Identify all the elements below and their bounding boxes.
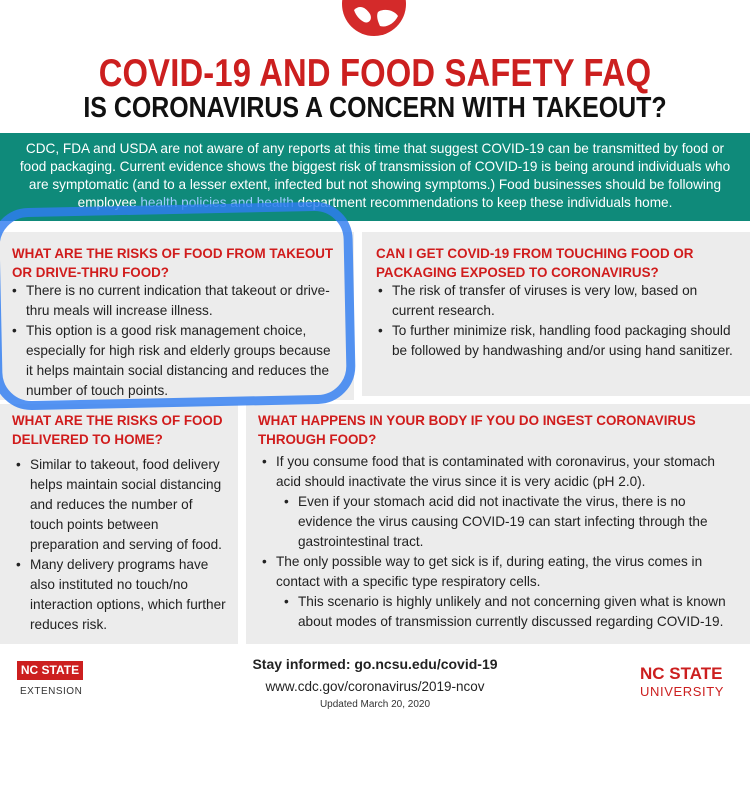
- list-item: • The risk of transfer of viruses is very low, based on current research.: [376, 281, 738, 321]
- banner-link[interactable]: health policies and health: [140, 195, 294, 210]
- touching-list: [376, 281, 738, 361]
- ncsu-logo-line1: NC STATE: [640, 664, 723, 683]
- page-title: COVID-19 AND FOOD SAFETY FAQ: [98, 52, 652, 95]
- takeout-heading: WHAT ARE THE RISKS OF FOOD FROM TAKEOUT OR DRIVE-THRU FOOD?: [12, 246, 334, 280]
- list-item: • Similar to takeout, food delivery helps maintain social distancing and reduces the number of touch points between preparation and serving of food.: [14, 455, 228, 555]
- ingest-list: [260, 452, 730, 632]
- list-item: • This option is a good risk management choice, especially for high risk and elderly groups because it helps maintain social distancing and reduces the number of touch points.: [10, 321, 340, 401]
- nc-state-extension-logo: NC STATE: [17, 661, 83, 680]
- ingest-heading: WHAT HAPPENS IN YOUR BODY IF YOU DO INGEST CORONAVIRUS THROUGH FOOD?: [258, 413, 696, 447]
- cdc-link[interactable]: www.cdc.gov/coronavirus/2019-ncov: [265, 679, 485, 694]
- list-subitem: • This scenario is highly unlikely and not concerning given what is known about modes of transmission currently discussed regarding COVID-19.: [260, 592, 730, 632]
- banner-text-end: department recommendations to keep these individuals home.: [293, 195, 673, 210]
- list-item: • Many delivery programs have also instituted no touch/no interaction options, which further reduces risk.: [14, 555, 228, 635]
- delivered-list: [14, 455, 228, 635]
- list-item: • If you consume food that is contaminated with coronavirus, your stomach acid should inactivate the virus since it is very acidic (pH 2.0).: [260, 452, 730, 492]
- page-subtitle: IS CORONAVIRUS A CONCERN WITH TAKEOUT?: [83, 92, 667, 124]
- list-item: • There is no current indication that takeout or drive-thru meals will increase illness.: [10, 281, 340, 321]
- banner-text: CDC, FDA and USDA are not aware of any reports at this time that suggest COVID-19 can be transmitted by food or food packaging. Current evidence shows the biggest risk of transmission of COVID-19 is being around individuals who are symptomatic (and to a lesser extent, infected but not showing symptoms.) Food businesses should be following employee: [19, 141, 731, 210]
- list-subitem: • Even if your stomach acid did not inactivate the virus, there is no evidence the virus causing COVID-19 can start infecting through the gastrointestinal tract.: [260, 492, 730, 552]
- touching-heading: CAN I GET COVID-19 FROM TOUCHING FOOD OR PACKAGING EXPOSED TO CORONAVIRUS?: [376, 246, 694, 280]
- delivered-heading: WHAT ARE THE RISKS OF FOOD DELIVERED TO HOME?: [12, 413, 223, 447]
- ncsu-logo-line2: UNIVERSITY: [640, 684, 725, 699]
- blue-highlight-marker: [0, 201, 356, 411]
- updated-date: Updated March 20, 2020: [319, 699, 431, 710]
- list-item: • To further minimize risk, handling food packaging should be followed by handwashing and/or using hand sanitizer.: [376, 321, 738, 361]
- extension-label: EXTENSION: [20, 686, 83, 697]
- stay-informed-link[interactable]: Stay informed: go.ncsu.edu/covid-19: [252, 656, 498, 672]
- list-item: • The only possible way to get sick is if, during eating, the virus comes in contact with a specific type respiratory cells.: [260, 552, 730, 592]
- globe-icon: [340, 0, 408, 38]
